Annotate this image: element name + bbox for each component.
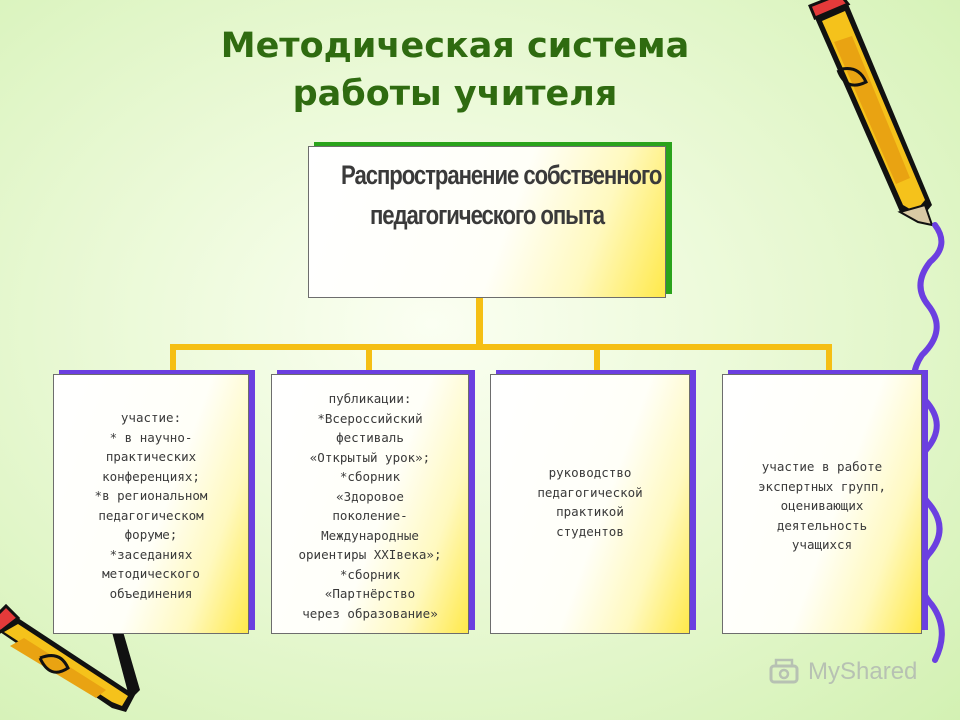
text-line: Международные	[321, 527, 419, 543]
text-line: *заседаниях	[109, 546, 193, 562]
text-line: публикации:	[328, 391, 412, 406]
child-box-participation	[53, 374, 249, 634]
text-line: объединения	[109, 585, 193, 601]
text-line: «Открытый урок»;	[309, 449, 431, 465]
text-line: фестиваль	[336, 430, 404, 445]
page-title	[150, 22, 760, 118]
text-line: ориентиры XXIвека»;	[298, 547, 442, 562]
pencil-top-icon	[810, 0, 932, 225]
page-title-line-1: Методическая система	[220, 26, 690, 66]
text-line: руководство	[548, 465, 632, 480]
child-box-text	[54, 408, 248, 603]
text-line: практических	[105, 449, 197, 464]
main-box	[308, 146, 666, 298]
text-line: * в научно-	[109, 429, 193, 445]
child-box-text	[272, 389, 468, 623]
projector-icon	[768, 657, 802, 687]
child-box-practice	[490, 374, 690, 634]
text-line: педагогическом	[98, 507, 204, 523]
text-line: поколение-	[332, 508, 408, 523]
text-line: через образование»	[302, 605, 438, 621]
text-line: участие:	[120, 410, 182, 425]
text-line: *Всероссийский	[317, 410, 423, 426]
text-line: *сборник	[339, 566, 401, 582]
main-box-line-1: Распространение собственного	[341, 160, 662, 190]
text-line: конференциях;	[102, 468, 200, 484]
text-line: «Партнёрство	[324, 586, 416, 601]
text-line: педагогической	[537, 484, 643, 500]
text-line: студентов	[556, 523, 624, 539]
text-line: практикой	[556, 504, 624, 519]
text-line: *в региональном	[94, 488, 208, 503]
text-line: форуме;	[124, 527, 178, 542]
text-line: участие в работе	[761, 459, 883, 474]
text-line: экспертных групп,	[758, 478, 886, 494]
watermark	[768, 655, 917, 689]
connector-lines	[170, 296, 832, 374]
text-line: учащихся	[791, 537, 853, 552]
text-line: *сборник	[339, 469, 401, 484]
main-box-text	[341, 155, 662, 235]
child-box-text	[491, 463, 689, 541]
child-box-text	[723, 457, 921, 555]
main-box-line-2: педагогического опыта	[369, 200, 605, 230]
text-line: «Здоровое	[336, 488, 404, 504]
text-line: методического	[102, 566, 200, 581]
text-line: деятельность	[776, 517, 868, 533]
child-box-expert-groups	[722, 374, 922, 634]
page-title-line-2: работы учителя	[292, 74, 618, 114]
text-line: оценивающих	[780, 498, 864, 513]
child-box-publications	[271, 374, 469, 634]
watermark-text: MyShared	[808, 658, 918, 685]
